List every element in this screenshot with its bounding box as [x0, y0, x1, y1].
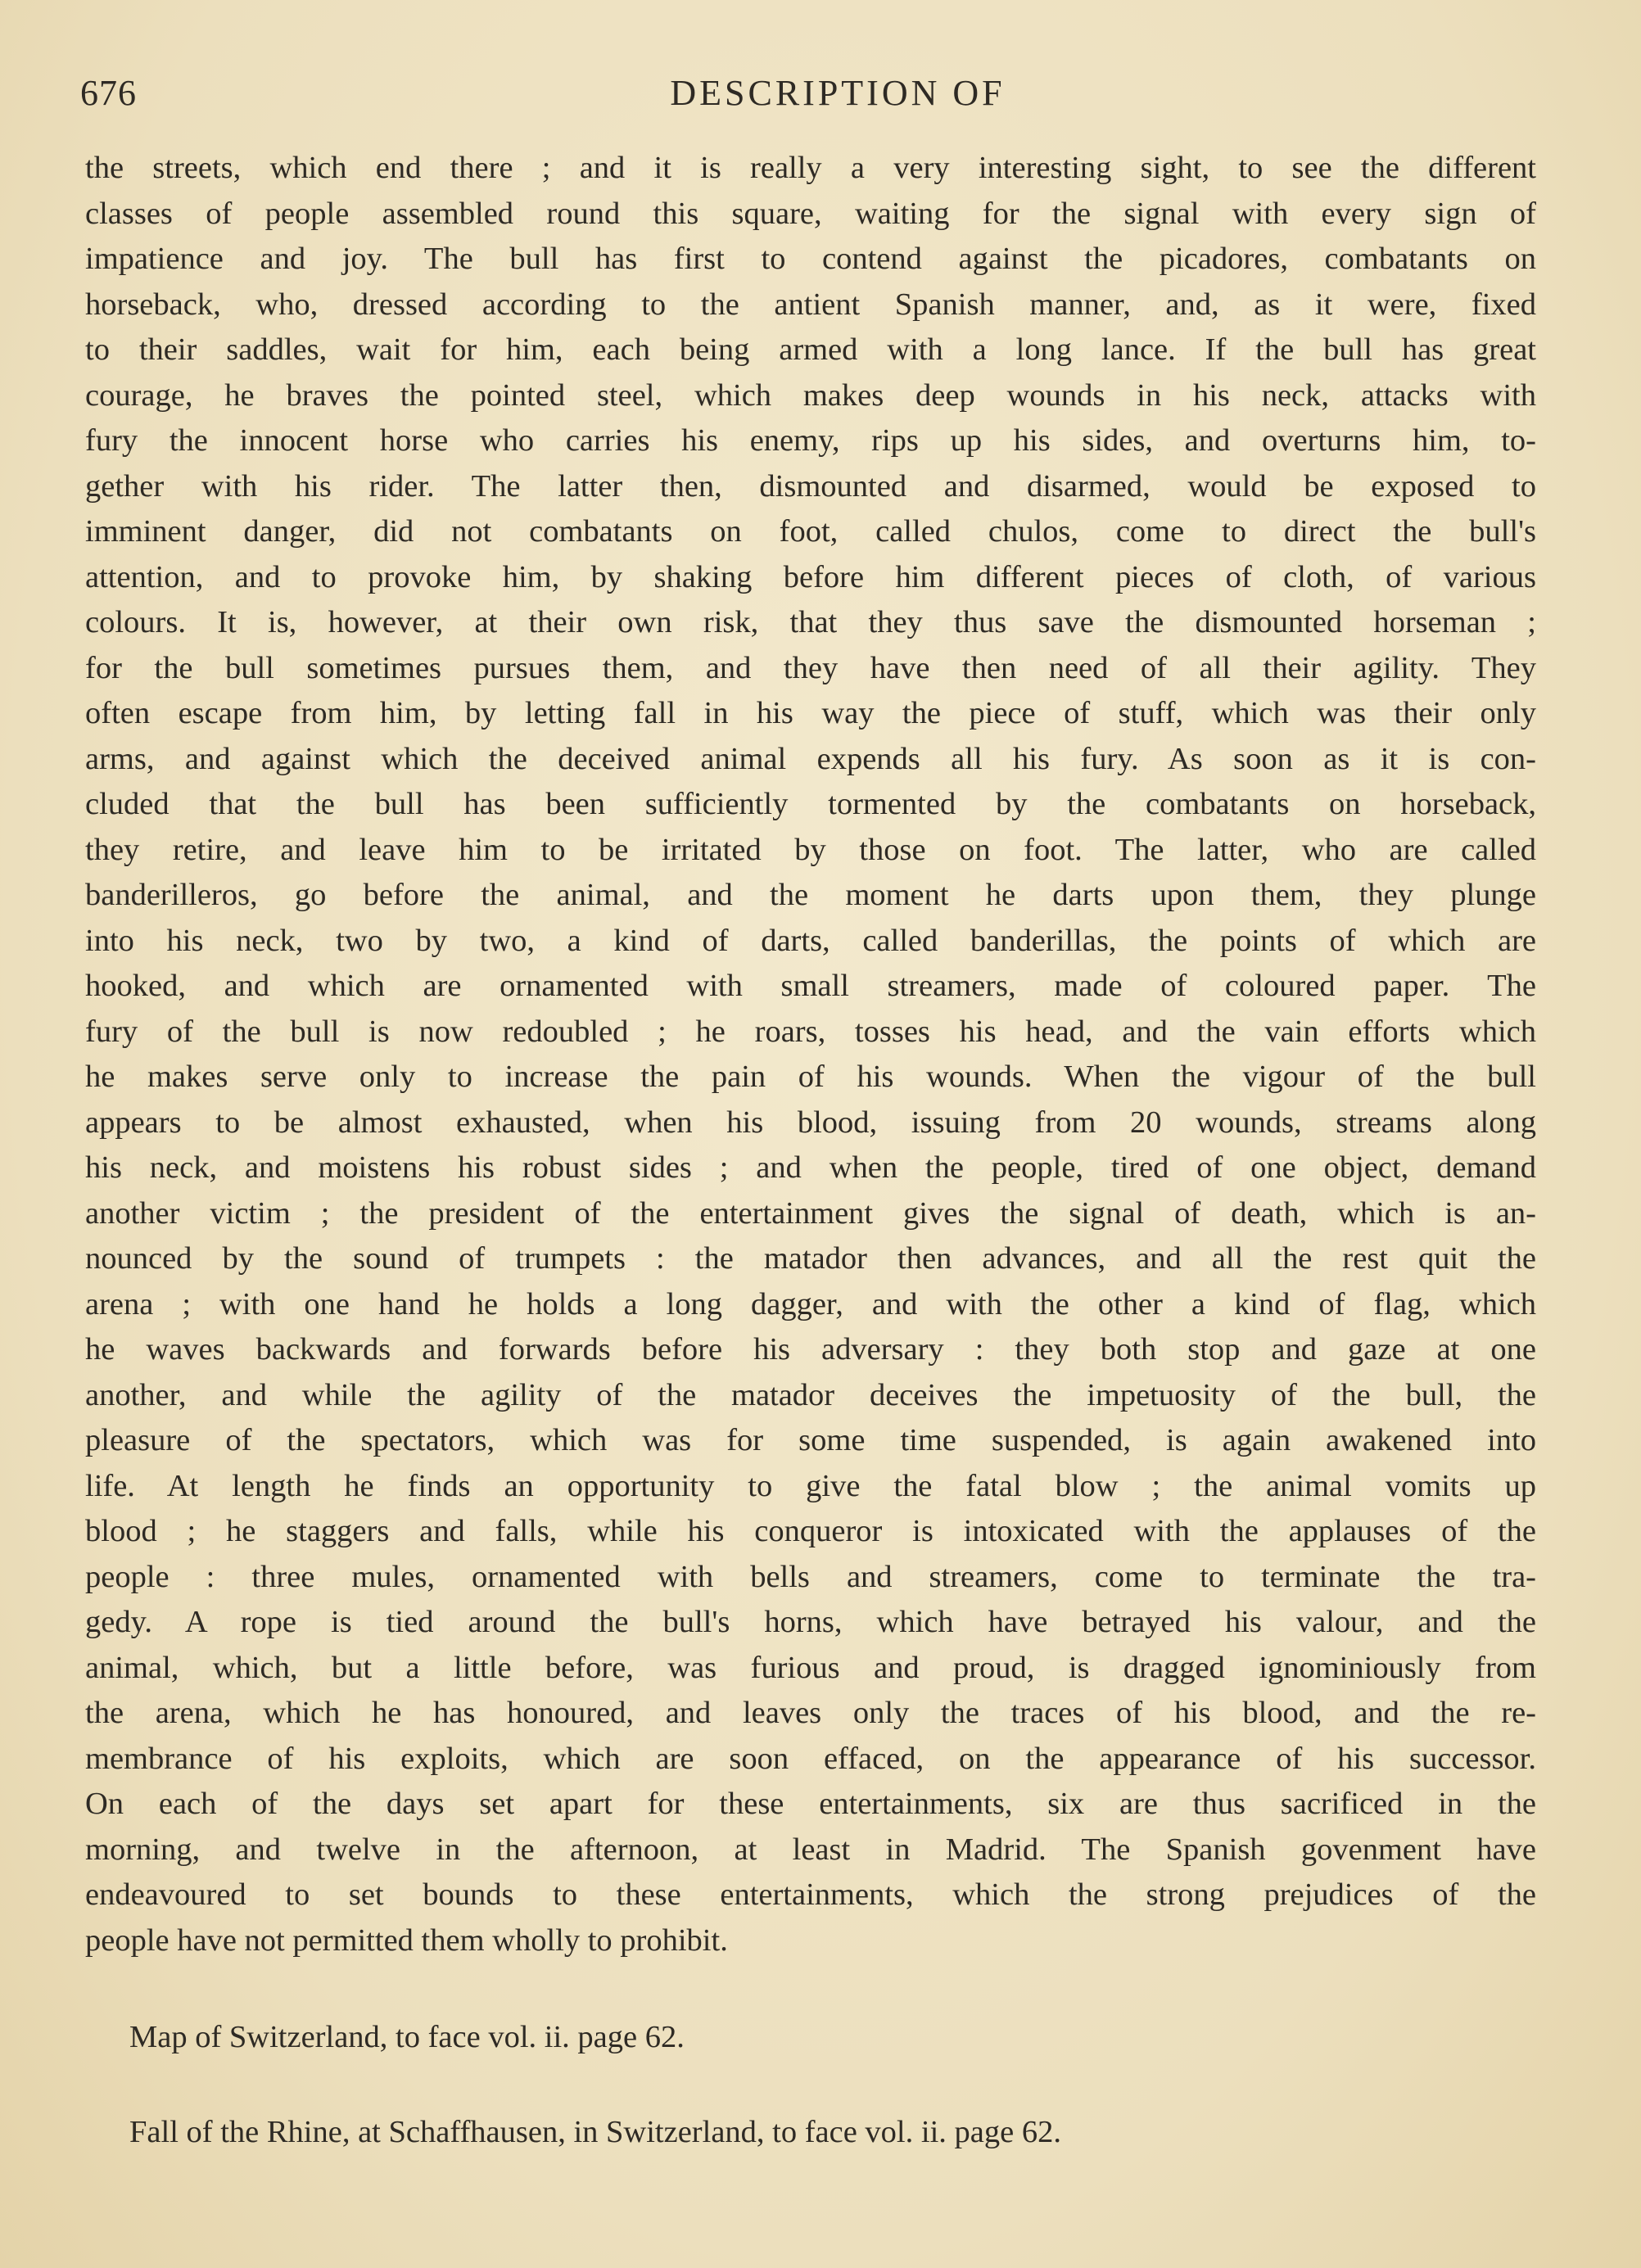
text-line: impatience and joy. The bull has first to contend against the picadores, combatants on [85, 242, 1536, 276]
text-line: for the bull sometimes pursues them, and they have then need of all their agility. They [85, 650, 1536, 685]
text-line-last: people have not permitted them wholly to prohibit. [85, 1922, 728, 1958]
page-number: 676 [80, 73, 137, 113]
text-line: pleasure of the spectators, which was for some time suspended, is again awakened into [85, 1423, 1536, 1457]
text-line: classes of people assembled round this square, waiting for the signal with every sign of [85, 196, 1536, 231]
plate-direction-map: Map of Switzerland, to face vol. ii. page 62. [129, 2020, 685, 2054]
text-line: they retire, and leave him to be irritated by those on foot. The latter, who are called [85, 832, 1536, 867]
text-line: hooked, and which are ornamented with small streamers, made of coloured paper. The [85, 969, 1536, 1003]
text-line: cluded that the bull has been sufficiently tormented by the combatants on horseback, [85, 787, 1536, 821]
text-line: blood ; he staggers and falls, while his conqueror is intoxicated with the applauses of the [85, 1514, 1536, 1548]
text-line: the arena, which he has honoured, and leaves only the traces of his blood, and the re- [85, 1696, 1536, 1730]
text-line: fury of the bull is now redoubled ; he roars, tosses his head, and the vain efforts which [85, 1014, 1536, 1049]
text-line: banderilleros, go before the animal, and the moment he darts upon them, they plunge [85, 878, 1536, 912]
text-line: imminent danger, did not combatants on foot, called chulos, come to direct the bull's [85, 514, 1536, 549]
text-line: nounced by the sound of trumpets : the matador then advances, and all the rest quit the [85, 1241, 1536, 1276]
text-line: appears to be almost exhausted, when his blood, issuing from 20 wounds, streams along [85, 1105, 1536, 1140]
text-line: courage, he braves the pointed steel, which makes deep wounds in his neck, attacks with [85, 377, 1536, 413]
text-line: another, and while the agility of the matador deceives the impetuosity of the bull, the [85, 1377, 1536, 1412]
text-line: On each of the days set apart for these entertainments, six are thus sacrificed in the [85, 1787, 1536, 1821]
text-line: endeavoured to set bounds to these entertainments, which the strong prejudices of the [85, 1877, 1536, 1912]
text-line: colours. It is, however, at their own risk, that they thus save the dismounted horseman ; [85, 605, 1536, 639]
text-line: gedy. A rope is tied around the bull's horns, which have betrayed his valour, and the [85, 1605, 1536, 1639]
text-line: he makes serve only to increase the pain of his wounds. When the vigour of the bull [85, 1059, 1536, 1094]
text-line: into his neck, two by two, a kind of darts, called banderillas, the points of which are [85, 923, 1536, 958]
plate-direction-rhine-fall: Fall of the Rhine, at Schaffhausen, in Switzerland, to face vol. ii. page 62. [129, 2115, 1061, 2149]
text-line: life. At length he finds an opportunity to give the fatal blow ; the animal vomits up [85, 1468, 1536, 1503]
text-line: the streets, which end there ; and it is really a very interesting sight, to see the different [85, 151, 1536, 185]
text-line: attention, and to provoke him, by shaking before him different pieces of cloth, of various [85, 559, 1536, 594]
text-line: horseback, who, dressed according to the antient Spanish manner, and, as it were, fixed [85, 287, 1536, 322]
running-head: DESCRIPTION OF [670, 73, 1006, 113]
page-header [80, 72, 1538, 129]
text-line: he waves backwards and forwards before his adversary : they both stop and gaze at one [85, 1332, 1536, 1367]
text-line: arms, and against which the deceived animal expends all his fury. As soon as it is con- [85, 741, 1536, 776]
text-line: animal, which, but a little before, was furious and proud, is dragged ignominiously from [85, 1650, 1536, 1685]
text-line: membrance of his exploits, which are soon effaced, on the appearance of his successor. [85, 1741, 1536, 1776]
text-line: his neck, and moistens his robust sides ; and when the people, tired of one object, demand [85, 1150, 1536, 1185]
text-line: to their saddles, wait for him, each being armed with a long lance. If the bull has great [85, 332, 1536, 367]
text-line: often escape from him, by letting fall in his way the piece of stuff, which was their only [85, 696, 1536, 730]
text-line: fury the innocent horse who carries his enemy, rips up his sides, and overturns him, to- [85, 423, 1536, 458]
text-line: arena ; with one hand he holds a long dagger, and with the other a kind of flag, which [85, 1286, 1536, 1321]
text-line: gether with his rider. The latter then, dismounted and disarmed, would be exposed to [85, 468, 1536, 504]
text-line: morning, and twelve in the afternoon, at least in Madrid. The Spanish govenment have [85, 1832, 1536, 1867]
text-line: people : three mules, ornamented with bells and streamers, come to terminate the tra- [85, 1559, 1536, 1594]
text-line: another victim ; the president of the entertainment gives the signal of death, which is an- [85, 1195, 1536, 1231]
body-text [85, 146, 1536, 1963]
